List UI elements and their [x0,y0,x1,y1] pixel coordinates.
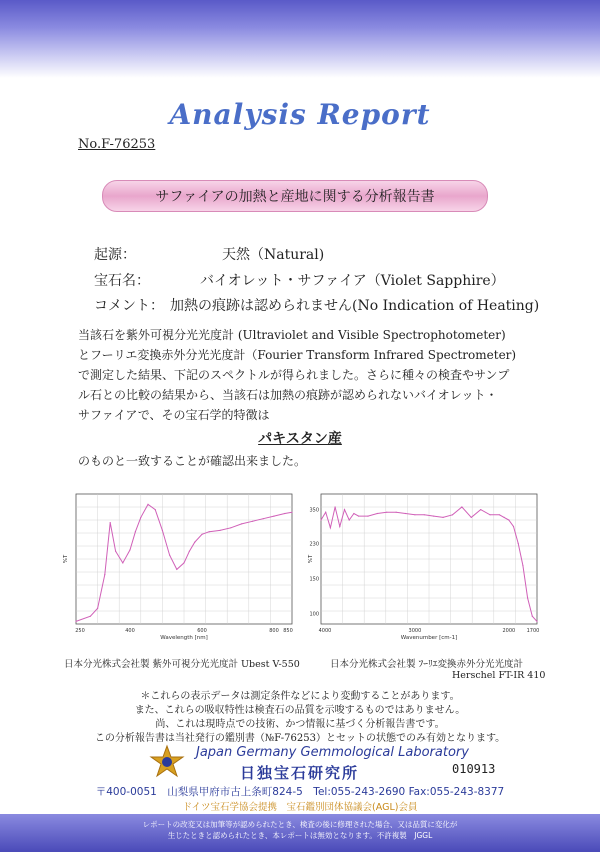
uv-vis-x-tick-label: 400 [125,628,135,634]
report-banner [102,180,488,212]
ftir-data-point [513,526,514,527]
footer-band [0,814,600,852]
ftir-data-point [461,506,462,507]
field-gem-value: バイオレット・サファイア（Violet Sapphire） [200,273,505,289]
uv-vis-x-axis-label: Wavelength [nm] [160,635,208,641]
ftir-x-axis-label: Wavenumber [cm-1] [400,635,458,641]
uv-vis-data-point [209,531,210,532]
ftir-data-point [325,512,326,513]
ftir-data-point [349,519,350,520]
uv-vis-data-point [97,608,98,609]
top-color-band [0,0,600,78]
body-line: ル石との比較の結果から、当該石は加熱の痕跡が認められないバイオレット・ [78,388,498,402]
banner-text: サファイアの加熱と産地に関する分析報告書 [155,189,435,205]
field-origin-label: 起源： [94,247,136,263]
uv-vis-x-tick-label: 600 [197,628,207,634]
uv-vis-data-point [162,530,163,531]
ftir-data-point [358,516,359,517]
ftir-data-point [424,514,425,515]
ftir-data-point [480,509,481,510]
field-comment-label: コメント： [94,298,164,314]
ftir-data-point [442,517,443,518]
ftir-data-point [339,526,340,527]
ftir-y-tick-label: 230 [309,541,319,548]
note-line: 尚、これは現時点での技術、かつ情報に基づく分析報告書です。 [155,719,445,730]
uv-vis-data-point [104,574,105,575]
origin-result: パキスタン産 [258,431,342,447]
uv-vis-data-point [219,530,220,531]
ftir-data-point [504,517,505,518]
ftir-y-tick-label: 350 [309,507,319,514]
uv-vis-data-point [176,569,177,570]
ftir-data-point [536,621,537,622]
ftir-caption-line2: Herschel FT-IR 410 [452,670,546,681]
ftir-x-tick-label: 3000 [408,628,422,634]
ftir-y-axis-label: %T [308,554,314,564]
uv-vis-data-point [115,551,116,552]
ftir-data-point [532,616,533,617]
footer-line: レポートの改変又は加筆等が認められたとき、検査の後に修理された場合、又は品質に変化が [142,820,458,829]
uv-vis-data-point [122,562,123,563]
ftir-data-point [330,527,331,528]
ftir-data-point [353,513,354,514]
ftir-data-point [377,513,378,514]
uv-vis-data-point [230,527,231,528]
uv-vis-caption: 日本分光株式会社製 紫外可視分光光度計 Ubest V-550 [64,659,300,670]
uv-vis-data-point [194,542,195,543]
uv-vis-data-point [273,516,274,517]
ftir-data-point [405,513,406,514]
body-paragraph [78,325,548,425]
uv-vis-data-point [135,531,136,532]
ftir-spectrum-chart [305,484,545,646]
body-line: 当該石を紫外可視分光光度計 (Ultraviolet and Visible Spectrophotometer) [78,328,506,342]
ftir-data-point [367,516,368,517]
uv-vis-data-point [129,549,130,550]
lab-logo-icon [148,744,186,780]
field-origin-value: 天然（Natural) [222,247,325,263]
uv-vis-data-point [75,621,76,622]
field-gem-label: 宝石名： [94,273,150,289]
ftir-y-tick-label: 150 [309,576,319,583]
field-comment-value: 加熱の痕跡は認められません(No Indication of Heating) [170,298,540,314]
uv-vis-data-point [263,518,264,519]
ftir-x-tick-label: 1700 [526,628,540,634]
uv-vis-data-point [169,555,170,556]
body-line: サファイアで、その宝石学的特徴は [78,408,270,422]
conclusion-text: のものと一致することが確認出来ました。 [78,454,307,468]
uv-vis-data-point [291,512,292,513]
body-line: で測定した結果、下記のスペクトルが得られました。さらに種々の検査やサンプ [78,368,510,382]
document-code: 010913 [452,762,496,776]
ftir-data-point [344,509,345,510]
lab-name-japanese: 日独宝石研究所 [240,764,360,782]
uv-vis-data-point [252,521,253,522]
uv-vis-data-point [140,517,141,518]
uv-vis-x-tick-label: 250 [75,628,85,634]
lab-name-english: Japan Germany Gemmological Laboratory [196,745,469,760]
ftir-data-point [518,543,519,544]
ftir-data-point [396,512,397,513]
uv-vis-data-point [284,513,285,514]
disclaimer-notes [0,690,600,746]
ftir-y-tick-label: 100 [309,611,319,618]
uv-vis-data-point [189,551,190,552]
ftir-caption-line1: 日本分光株式会社製 ﾌｰﾘｴ変換赤外分光光度計 [330,659,524,670]
uv-vis-data-point [201,534,202,535]
uv-vis-data-point [241,523,242,524]
uv-vis-data-point [110,522,111,523]
ftir-data-point [527,597,528,598]
ftir-data-point [414,514,415,515]
ftir-data-point [433,516,434,517]
uv-vis-data-point [147,504,148,505]
uv-vis-data-point [183,562,184,563]
uv-vis-y-axis-label: %T [63,554,69,564]
lab-association: ドイツ宝石学協会提携 宝石鑑別団体協議会(AGL)会員 [182,802,418,813]
footer-line: 生じたときと認められたとき、本レポートは無効となります。不許複製 JGGL [167,831,433,840]
ftir-x-tick-label: 2000 [502,628,516,634]
ftir-data-point [522,565,523,566]
note-line: ＊これらの表示データは測定条件などにより変動することがあります。 [140,691,460,702]
uv-vis-x-tick-label: 850 [283,628,293,634]
ftir-x-tick-label: 4000 [318,628,332,634]
body-line: とフーリエ変換赤外分光光度計（Fourier Transform Infrared Spectrometer) [78,348,517,362]
ftir-data-point [471,517,472,518]
lab-address: 〒400-0051 山梨県甲府市古上条町824-5 Tel:055-243-2690 Fax:055-243-8377 [95,786,505,798]
ftir-data-point [320,519,321,520]
ftir-data-point [489,514,490,515]
uv-vis-x-tick-label: 800 [269,628,279,634]
uv-vis-data-point [155,509,156,510]
ftir-data-point [499,514,500,515]
ftir-data-point [508,519,509,520]
ftir-data-point [452,514,453,515]
uv-vis-spectrum-chart [60,484,300,646]
report-number: No.F-76253 [78,137,156,152]
note-line: この分析報告書は当社発行の鑑別書（№F-76253）とセットの状態でのみ有効となります。 [94,733,506,744]
ftir-data-point [386,512,387,513]
note-line: また、これらの吸収特性は検査石の品質を示唆するものではありません。 [134,705,466,716]
page-title: Analysis Report [169,98,431,131]
ftir-data-point [334,506,335,507]
uv-vis-data-point [90,616,91,617]
